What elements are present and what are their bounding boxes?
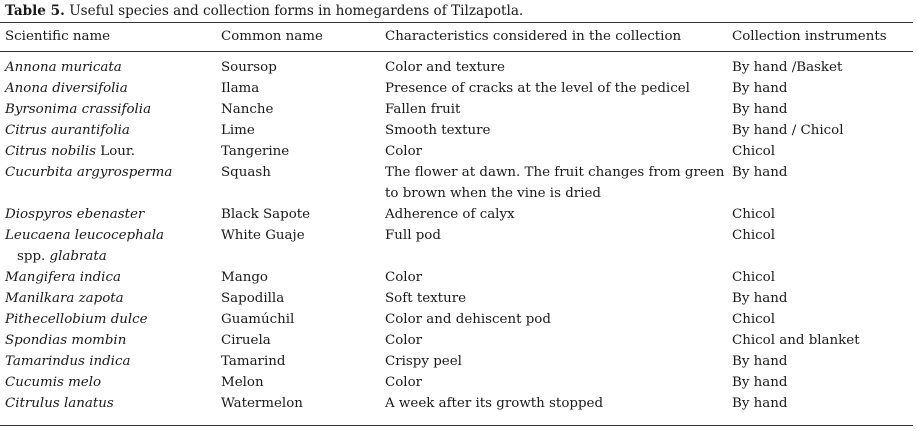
scientific-name-cell <box>0 51 216 78</box>
collection-instruments-cell: By hand <box>732 102 788 117</box>
table-row <box>0 204 913 225</box>
common-name-cell: White Guaje <box>221 228 305 243</box>
table-row <box>0 141 913 162</box>
characteristics-text: Color <box>385 144 423 159</box>
scientific-name-cell <box>0 78 216 99</box>
common-name-cell: Ilama <box>221 81 260 96</box>
collection-instruments-cell: By hand <box>732 291 788 306</box>
scientific-name: Citrulus lanatus <box>5 396 114 411</box>
characteristics-cell <box>380 267 727 288</box>
header-row <box>0 23 913 51</box>
scientific-name: Cucurbita argyrosperma <box>5 165 173 180</box>
table-body <box>0 51 913 414</box>
scientific-name: Cucumis melo <box>5 375 102 390</box>
characteristics-cell <box>380 78 727 99</box>
characteristics-text: Color and dehiscent pod <box>385 312 551 327</box>
collection-instruments-cell: Chicol <box>732 228 775 243</box>
table-row <box>0 288 913 309</box>
characteristics-cell <box>380 225 727 267</box>
scientific-name-cell <box>0 120 216 141</box>
characteristics-cell <box>380 141 727 162</box>
bottom-rule <box>0 425 913 426</box>
characteristics-cell <box>380 204 727 225</box>
table-row <box>0 309 913 330</box>
characteristics-text: Smooth texture <box>385 123 491 138</box>
scientific-name-cell <box>0 393 216 414</box>
scientific-name: Tamarindus indica <box>5 354 131 369</box>
table-row <box>0 51 913 78</box>
table-row <box>0 330 913 351</box>
scientific-name-authority: Lour. <box>96 144 136 159</box>
table-row <box>0 351 913 372</box>
scientific-name-cell <box>0 267 216 288</box>
characteristics-text-line2: to brown when the vine is dried <box>385 186 601 201</box>
scientific-name: Citrus nobilis <box>5 144 97 159</box>
characteristics-text: A week after its growth stopped <box>385 396 604 411</box>
scientific-name: Citrus aurantifolia <box>5 123 130 138</box>
collection-instruments-cell: By hand <box>732 354 788 369</box>
scientific-name: Pithecellobium dulce <box>5 312 148 327</box>
collection-instruments-cell: Chicol <box>732 144 775 159</box>
common-name-cell: Tangerine <box>221 144 290 159</box>
scientific-name-cell <box>0 99 216 120</box>
common-name-cell: Lime <box>221 123 255 138</box>
scientific-name-line2 <box>5 246 216 267</box>
characteristics-text: Color <box>385 270 423 285</box>
scientific-name-infraspecific: glabrata <box>49 249 107 264</box>
scientific-name-rank: spp. <box>17 249 50 264</box>
characteristics-text: Crispy peel <box>385 354 462 369</box>
collection-instruments-cell: By hand <box>732 396 788 411</box>
collection-instruments-cell: By hand <box>732 165 788 180</box>
common-name-cell: Tamarind <box>221 354 286 369</box>
collection-instruments-cell: Chicol <box>732 312 775 327</box>
characteristics-text: Adherence of calyx <box>385 207 515 222</box>
common-name-cell: Ciruela <box>221 333 271 348</box>
common-name-cell: Guamúchil <box>221 312 295 327</box>
characteristics-cell <box>380 351 727 372</box>
scientific-name-cell <box>0 330 216 351</box>
scientific-name-cell <box>0 141 216 162</box>
scientific-name-cell <box>0 309 216 330</box>
collection-instruments-cell: Chicol <box>732 270 775 285</box>
characteristics-cell <box>380 162 727 204</box>
common-name-cell: Mango <box>221 270 268 285</box>
table-row <box>0 372 913 393</box>
scientific-name: Annona muricata <box>5 60 122 75</box>
table-row <box>0 99 913 120</box>
common-name-cell: Black Sapote <box>221 207 311 222</box>
characteristics-cell <box>380 393 727 414</box>
characteristics-text: Soft texture <box>385 291 467 306</box>
header-common-name: Common name <box>221 29 323 44</box>
header-collection-instruments: Collection instruments <box>732 29 887 44</box>
scientific-name-cell <box>0 162 216 204</box>
common-name-cell: Nanche <box>221 102 274 117</box>
caption-text: Useful species and collection forms in homegardens of Tilzapotla. <box>64 3 524 19</box>
characteristics-cell <box>380 372 727 393</box>
characteristics-text: Color <box>385 333 423 348</box>
scientific-name: Diospyros ebenaster <box>5 207 145 222</box>
characteristics-cell <box>380 99 727 120</box>
scientific-name: Manilkara zapota <box>5 291 124 306</box>
scientific-name: Anona diversifolia <box>5 81 128 96</box>
collection-instruments-cell: Chicol and blanket <box>732 333 860 348</box>
caption-label: Table 5. <box>5 3 65 19</box>
characteristics-cell <box>380 309 727 330</box>
characteristics-text: Full pod <box>385 228 441 243</box>
scientific-name-cell <box>0 225 216 267</box>
characteristics-cell <box>380 51 727 78</box>
scientific-name: Leucaena leucocephala <box>5 228 164 243</box>
collection-instruments-cell: Chicol <box>732 207 775 222</box>
table-row <box>0 162 913 204</box>
table-row <box>0 393 913 414</box>
collection-instruments-cell: By hand <box>732 81 788 96</box>
characteristics-text: The flower at dawn. The fruit changes from green <box>385 165 725 180</box>
header-scientific-name: Scientific name <box>5 29 111 44</box>
scientific-name-cell <box>0 204 216 225</box>
collection-instruments-cell: By hand / Chicol <box>732 123 844 138</box>
characteristics-cell <box>380 288 727 309</box>
table-row <box>0 120 913 141</box>
table-row <box>0 225 913 267</box>
characteristics-cell <box>380 330 727 351</box>
scientific-name: Spondias mombin <box>5 333 127 348</box>
common-name-cell: Watermelon <box>221 396 303 411</box>
common-name-cell: Sapodilla <box>221 291 285 306</box>
scientific-name-cell <box>0 372 216 393</box>
characteristics-text: Presence of cracks at the level of the pedicel <box>385 81 690 96</box>
table-row <box>0 78 913 99</box>
scientific-name: Byrsonima crassifolia <box>5 102 152 117</box>
characteristics-text: Fallen fruit <box>385 102 461 117</box>
table-caption <box>5 3 523 19</box>
header-characteristics: Characteristics considered in the collection <box>385 29 682 44</box>
scientific-name-cell <box>0 351 216 372</box>
species-table <box>0 23 913 414</box>
common-name-cell: Melon <box>221 375 264 390</box>
characteristics-text: Color <box>385 375 423 390</box>
characteristics-cell <box>380 120 727 141</box>
collection-instruments-cell: By hand /Basket <box>732 60 843 75</box>
collection-instruments-cell: By hand <box>732 375 788 390</box>
characteristics-text: Color and texture <box>385 60 505 75</box>
scientific-name: Mangifera indica <box>5 270 121 285</box>
common-name-cell: Soursop <box>221 60 277 75</box>
table-row <box>0 267 913 288</box>
scientific-name-cell <box>0 288 216 309</box>
common-name-cell: Squash <box>221 165 271 180</box>
